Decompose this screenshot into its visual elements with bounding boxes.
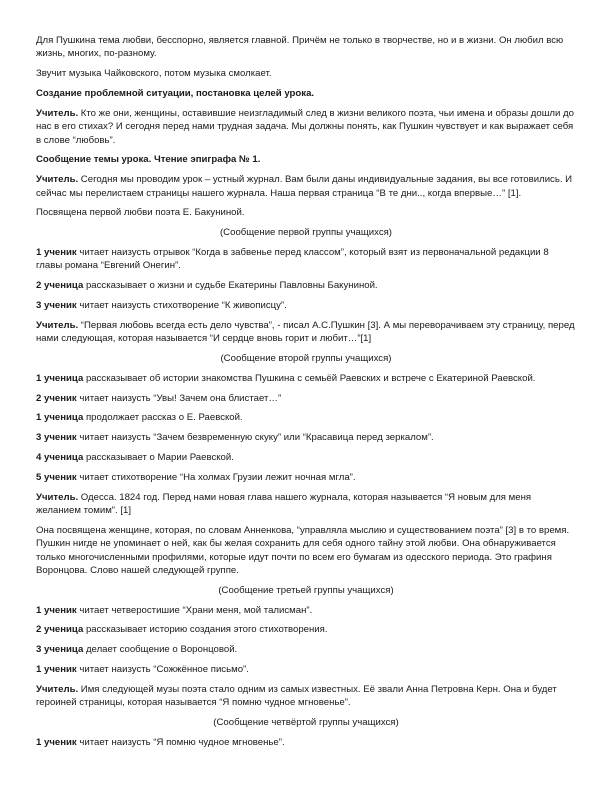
section-heading (36, 153, 576, 166)
body-paragraph: Для Пушкина тема любви, бесспорно, является главной. Причём не только в творчестве, но и в жизни. Он любил всю жизнь, многих, по-разному. (36, 35, 564, 60)
speaker-label: Учитель. (36, 683, 79, 695)
heading-text: Создание проблемной ситуации, постановка целей урока. (36, 88, 315, 99)
speaker-paragraph (36, 372, 576, 385)
speaker-text: читает наизусть “Увы! Зачем она блистает…” (76, 392, 282, 404)
speaker-text: читает наизусть “Я помню чудное мгновенье”. (76, 736, 285, 748)
speaker-text: читает наизусть “Сожжённое письмо”. (76, 663, 249, 675)
speaker-paragraph (36, 411, 576, 424)
speaker-paragraph (36, 491, 576, 518)
group-report-note: (Сообщение первой группы учащихся) (219, 227, 393, 239)
speaker-paragraph (36, 663, 576, 676)
section-heading (36, 87, 576, 100)
speaker-paragraph (36, 319, 576, 346)
speaker-paragraph (36, 246, 576, 273)
speaker-label: 3 ученица (36, 644, 84, 656)
speaker-paragraph (36, 683, 576, 710)
heading-text: Сообщение темы урока. Чтение эпиграфа № 1. (36, 154, 261, 166)
speaker-label: 5 ученик (36, 471, 77, 483)
speaker-paragraph (36, 471, 576, 484)
speaker-paragraph (36, 623, 576, 636)
speaker-label: 1 ученик (36, 247, 77, 258)
document-body (36, 34, 576, 756)
speaker-paragraph (36, 736, 576, 749)
speaker-label: Учитель. (36, 107, 79, 119)
speaker-paragraph (36, 107, 576, 147)
speaker-paragraph (36, 299, 576, 312)
speaker-paragraph (36, 279, 576, 292)
speaker-label: 3 ученик (36, 432, 77, 444)
speaker-paragraph (36, 173, 576, 200)
speaker-text: читает наизусть отрывок “Когда в забвенье перед классом”, который взят из первоначальной редакции 8 главы романа “Евгений Онегин”. (36, 247, 549, 272)
speaker-text: рассказывает о Марии Раевской. (83, 451, 234, 463)
speaker-text: рассказывает историю создания этого стихотворения. (83, 624, 328, 636)
speaker-text: Кто же они, женщины, оставившие неизгладимый след в жизни великого поэта, чьи имена и образы дошли до нас в его стихах? И сегодня перед нами трудная задача. Мы должны понять, как Пушкин чувствует и как выражает себя в слове “любовь”. (36, 107, 574, 146)
speaker-paragraph (36, 604, 576, 617)
speaker-text: читает четверостишие “Храни меня, мой талисман”. (76, 604, 313, 616)
speaker-text: рассказывает о жизни и судьбе Екатерины Павловны Бакуниной. (83, 280, 378, 292)
speaker-text: рассказывает об истории знакомства Пушкина с семьёй Раевских и встрече с Екатериной Раевской. (83, 372, 536, 384)
speaker-text: Имя следующей музы поэта стало одним из самых известных. Её звали Анна Петровна Керн. Она и будет героиней страницы, которая называется “Я помню чудное мгновенье”. (36, 683, 557, 709)
body-paragraph: Она посвящена женщине, которая, по словам Анненкова, “управляла мыслию и существованием поэта” [3] в то время. Пушкин нигде не упоминает о ней, как бы желая сохранить для себя одного тайну этой любви. Она обнаруживается только многочисленными профилями, которые идут почти по всем его бумагам из одесского периода. Это графиня Воронцова. Слово нашей следующей группе. (36, 524, 570, 576)
speaker-label: Учитель. (36, 174, 79, 186)
speaker-text: делает сообщение о Воронцовой. (83, 644, 238, 656)
speaker-label: 1 ученик (36, 663, 77, 675)
group-report-note: (Сообщение третьей группы учащихся) (218, 584, 394, 596)
speaker-text: читает стихотворение “На холмах Грузии лежит ночная мгла”. (76, 471, 356, 483)
speaker-label: 1 ученик (36, 604, 77, 616)
speaker-paragraph (36, 431, 576, 444)
speaker-text: Сегодня мы проводим урок – устный журнал. Вам были даны индивидуальные задания, вы все готовились. И сейчас мы перелистаем страницы нашего журнала. Наша первая страница “В те дни.., когда впервые…” [1]. (36, 174, 573, 199)
speaker-text: Одесса. 1824 год. Перед нами новая глава нашего журнала, которая называется “Я новым для меня желанием томим”. [1] (36, 491, 532, 516)
speaker-label: Учитель. (36, 491, 79, 503)
body-paragraph: Посвящена первой любви поэта Е. Бакуниной. (36, 207, 245, 219)
speaker-label: 1 ученица (36, 412, 84, 424)
speaker-label: 2 ученик (36, 392, 77, 404)
speaker-label: 2 ученица (36, 624, 84, 636)
speaker-paragraph (36, 643, 576, 656)
group-report-note: (Сообщение второй группы учащихся) (220, 353, 392, 364)
body-paragraph: Звучит музыка Чайковского, потом музыка смолкает. (36, 68, 272, 80)
speaker-label: 4 ученица (36, 451, 84, 463)
speaker-label: Учитель. (36, 319, 79, 331)
speaker-text: продолжает рассказ о Е. Раевской. (83, 412, 243, 424)
speaker-label: 3 ученик (36, 300, 77, 311)
speaker-text: “Первая любовь всегда есть дело чувства”, - писал А.С.Пушкин [3]. А мы переворачиваем эту страницу, перед нами следующая, которая называется “И сердце вновь горит и любит…”[1] (36, 319, 575, 345)
speaker-label: 1 ученица (36, 372, 84, 384)
speaker-text: читает наизусть стихотворение “К живописцу”. (76, 300, 287, 311)
speaker-text: читает наизусть “Зачем безвременную скуку” или “Красавица перед зеркалом”. (76, 432, 434, 444)
speaker-label: 1 ученик (36, 736, 77, 748)
speaker-paragraph (36, 392, 576, 405)
group-report-note: (Сообщение четвёртой группы учащихся) (213, 716, 399, 728)
speaker-label: 2 ученица (36, 280, 84, 292)
speaker-paragraph (36, 451, 576, 464)
